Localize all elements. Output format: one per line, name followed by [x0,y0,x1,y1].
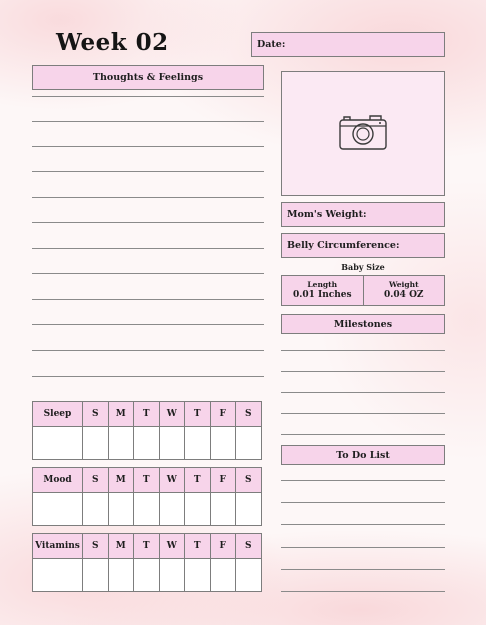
tracker-cell[interactable] [236,559,262,592]
tracker-cell[interactable] [210,427,236,460]
day-header-fri: F [210,534,236,559]
vitamins-tracker [32,533,262,592]
day-header-sat: S [236,402,262,427]
writing-line [281,547,445,548]
tracker-cell[interactable] [210,559,236,592]
tracker-cell[interactable] [134,559,160,592]
tracker-cell[interactable] [159,559,185,592]
tracker-cell[interactable] [33,427,83,460]
tracker-label-sleep: Sleep [33,402,83,427]
milestones-header [281,314,445,334]
day-header-sat: S [236,468,262,493]
day-header-mon: M [108,402,134,427]
day-header-mon: M [108,468,134,493]
writing-line [32,222,264,223]
tracker-cell[interactable] [236,493,262,526]
day-header-sun: S [83,534,109,559]
mood-tracker [32,467,262,526]
sleep-tracker [32,401,262,460]
tracker-label-vitamins: Vitamins [33,534,83,559]
writing-line [281,591,445,592]
writing-line [281,569,445,570]
mom-weight-field[interactable] [281,202,445,227]
weight-cell [363,276,445,305]
writing-line [281,413,445,414]
belly-label: Belly Circumference: [287,240,400,251]
writing-line [32,299,264,300]
tracker-cell[interactable] [236,427,262,460]
writing-line [281,371,445,372]
tracker-cell[interactable] [134,427,160,460]
day-header-tue: T [134,468,160,493]
writing-line [281,524,445,525]
writing-line [281,480,445,481]
belly-circumference-field[interactable] [281,233,445,258]
writing-line [32,171,264,172]
milestones-label: Milestones [333,318,393,330]
photo-placeholder[interactable] [281,71,445,196]
writing-line [281,434,445,435]
writing-line [32,324,264,325]
tracker-cell[interactable] [159,493,185,526]
day-header-fri: F [210,468,236,493]
writing-line [32,96,264,97]
writing-line [32,350,264,351]
day-header-thu: T [185,468,211,493]
tracker-cell[interactable] [108,493,134,526]
tracker-cell[interactable] [185,493,211,526]
writing-line [32,273,264,274]
tracker-cell[interactable] [83,427,109,460]
day-header-thu: T [185,534,211,559]
tracker-label-mood: Mood [33,468,83,493]
weight-value: 0.04 OZ [384,289,424,300]
length-label: Length [307,280,338,290]
day-header-tue: T [134,534,160,559]
writing-line [32,146,264,147]
day-header-fri: F [210,402,236,427]
page-title: Week 02 [56,29,169,56]
writing-line [281,502,445,503]
writing-line [32,197,264,198]
tracker-cell[interactable] [33,493,83,526]
tracker-cell[interactable] [83,559,109,592]
length-cell [282,276,363,305]
baby-size-heading: Baby Size [341,262,385,272]
tracker-cell[interactable] [134,493,160,526]
day-header-sun: S [83,468,109,493]
day-header-thu: T [185,402,211,427]
writing-line [32,248,264,249]
mom-weight-label: Mom's Weight: [287,209,367,220]
tracker-cell[interactable] [159,427,185,460]
day-header-mon: M [108,534,134,559]
weight-label: Weight [388,280,419,290]
writing-line [32,376,264,377]
tracker-cell[interactable] [185,559,211,592]
tracker-cell[interactable] [83,493,109,526]
writing-line [281,350,445,351]
length-value: 0.01 Inches [292,289,352,300]
thoughts-header [32,65,264,90]
tracker-cell[interactable] [210,493,236,526]
day-header-wed: W [159,534,185,559]
tracker-cell[interactable] [33,559,83,592]
writing-line [281,392,445,393]
tracker-cell[interactable] [108,427,134,460]
day-header-sat: S [236,534,262,559]
day-header-wed: W [159,468,185,493]
day-header-sun: S [83,402,109,427]
thoughts-label: Thoughts & Feelings [92,72,204,83]
tracker-cell[interactable] [108,559,134,592]
todo-label: To Do List [336,449,390,461]
date-label: Date: [257,39,286,50]
baby-size-box [281,275,445,306]
writing-line [32,121,264,122]
day-header-wed: W [159,402,185,427]
date-field[interactable] [251,32,445,57]
camera-icon [336,112,390,156]
tracker-cell[interactable] [185,427,211,460]
day-header-tue: T [134,402,160,427]
todo-header [281,445,445,465]
